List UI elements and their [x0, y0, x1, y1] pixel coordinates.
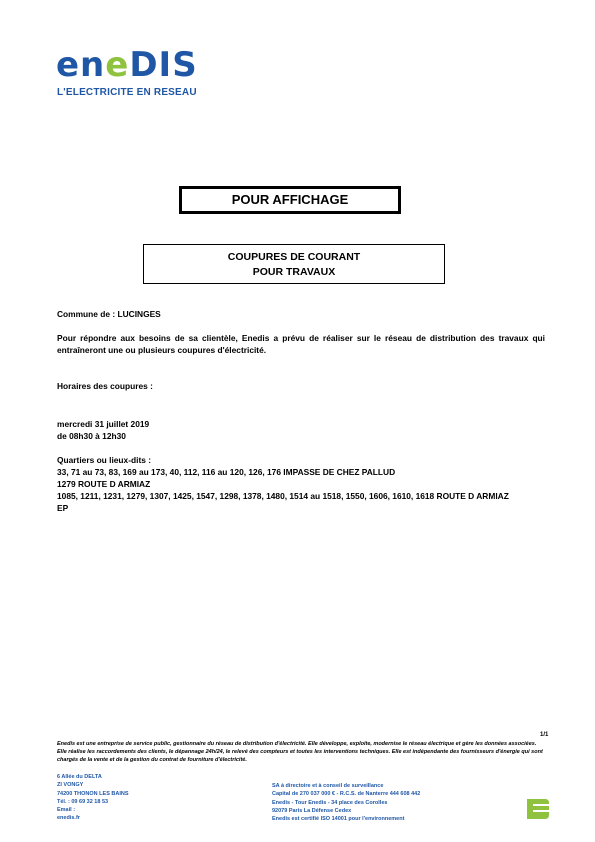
address-line: 6 Allée du DELTA: [57, 774, 102, 780]
quartiers-label: Quartiers ou lieux-dits :: [57, 455, 152, 465]
outage-date: mercredi 31 juillet 2019: [57, 419, 150, 429]
outage-time: de 08h30 à 12h30: [57, 431, 126, 441]
address-block-left: [57, 773, 129, 823]
notice-title: POUR AFFICHAGE: [231, 192, 349, 207]
logo-part-2: e: [105, 45, 130, 85]
company-info-line: Capital de 270 037 000 € - R.C.S. de Nanterre 444 608 442: [272, 791, 421, 798]
quartiers-list: [57, 466, 545, 514]
company-info-block: [272, 782, 420, 823]
enedis-e-icon: [523, 795, 551, 823]
notice-subtitle-line1: COUPURES DE COURANT: [227, 251, 361, 263]
company-info-line: Enedis - Tour Enedis - 34 place des Corolles: [272, 799, 388, 806]
company-info-line: Enedis est certifié ISO 14001 pour l'environnement: [272, 816, 405, 823]
page-number: 1/1: [540, 732, 549, 738]
notice-title-box: [179, 186, 401, 214]
quartier-item: EP: [57, 503, 69, 513]
address-line: 74200 THONON LES BAINS: [57, 790, 129, 797]
enedis-logo: [56, 45, 198, 85]
logo-part-3: DIS: [129, 45, 198, 85]
email-line: Email :: [57, 807, 76, 814]
phone-line: Tél. : 09 69 32 18 53: [57, 798, 109, 805]
website-link[interactable]: enedis.fr: [57, 815, 80, 822]
notice-subtitle-line2: POUR TRAVAUX: [252, 266, 336, 278]
commune-line: Commune de : LUCINGES: [57, 309, 161, 319]
intro-paragraph: Pour répondre aux besoins de sa clientèle, Enedis a prévu de réaliser sur le réseau de distribution des travaux qui entraîneront une ou plusieurs coupures d'électricité.: [57, 333, 545, 355]
logo-tagline: L'ELECTRICITE EN RESEAU: [57, 87, 197, 98]
company-info-line: 92079 Paris La Défense Cedex: [272, 807, 352, 814]
legal-notice: Enedis est une entreprise de service public, gestionnaire du réseau de distribution d'électricité. Elle développe, exploite, modernise le réseau électrique et gère les données associées. Elle réalise les raccordements des clients, le dépannage 24h/24, le relevé des compteurs et toutes les interventions techniques. Elle est indépendante des fournisseurs d'énergie qui sont chargés de la vente et de la gestion du contrat de fourniture d'électricité.: [57, 741, 543, 763]
quartier-item: 1085, 1211, 1231, 1279, 1307, 1425, 1547, 1298, 1378, 1480, 1514 au 1518, 1550, 1606, 1610, 1618 ROUTE D ARMIAZ: [57, 491, 509, 501]
notice-subtitle-box: [143, 244, 445, 284]
quartier-item: 33, 71 au 73, 83, 169 au 173, 40, 112, 116 au 120, 126, 176 IMPASSE DE CHEZ PALLUD: [57, 467, 396, 477]
quartier-item: 1279 ROUTE D ARMIAZ: [57, 479, 151, 489]
address-line: ZI VONGY: [57, 782, 84, 789]
logo-part-1: en: [56, 45, 106, 85]
horaires-label: Horaires des coupures :: [57, 381, 153, 391]
company-info-line: SA à directoire et à conseil de surveillance: [272, 783, 384, 789]
